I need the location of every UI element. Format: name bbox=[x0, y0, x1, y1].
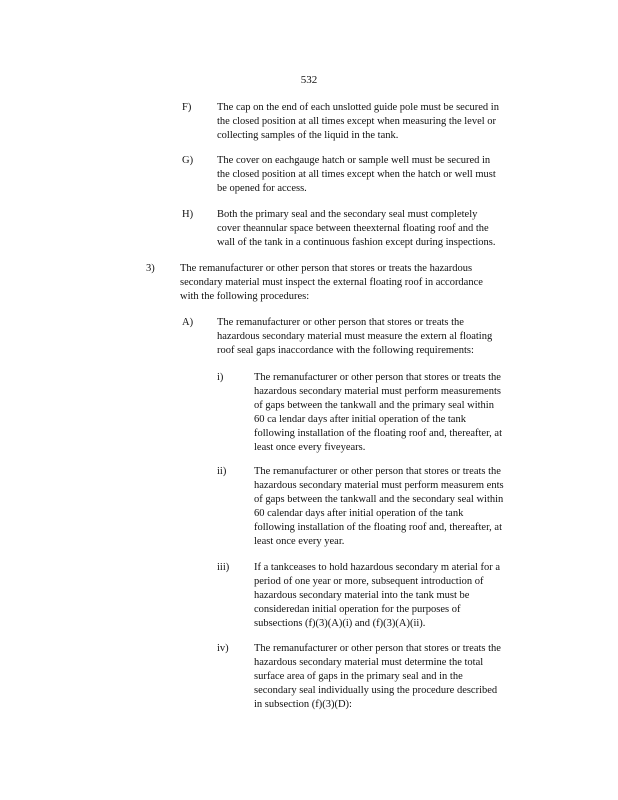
list-item-f bbox=[182, 101, 542, 145]
item-marker: 3) bbox=[146, 263, 155, 274]
item-text bbox=[217, 208, 538, 250]
text-line: following installation of the floating roof and, thereafter, at bbox=[254, 428, 503, 439]
text-line: The remanufacturer or other person that stores or treats the bbox=[254, 466, 501, 477]
list-item-3 bbox=[146, 262, 526, 306]
list-item-iii bbox=[217, 561, 547, 633]
text-line: The remanufacturer or other person that stores or treats the hazardous bbox=[180, 263, 473, 274]
item-marker: ii) bbox=[217, 466, 227, 477]
list-item-ii bbox=[217, 465, 547, 551]
item-text bbox=[180, 262, 520, 304]
text-line: roof seal gaps inaccordance with the following requirements: bbox=[217, 345, 474, 356]
text-line: of gaps between the tankwall and the primary seal within bbox=[254, 400, 494, 411]
list-item-h bbox=[182, 208, 542, 252]
text-line: secondary material must inspect the external floating roof in accordance bbox=[180, 277, 483, 288]
text-line: hazardous secondary material must measure the extern al floating bbox=[217, 331, 493, 342]
item-text bbox=[217, 154, 538, 196]
item-text bbox=[217, 316, 522, 358]
text-line: following installation of the floating roof and, thereafter, at bbox=[254, 522, 503, 533]
item-marker: F) bbox=[182, 102, 192, 113]
text-line: The cap on the end of each unslotted guide pole must be secured in bbox=[217, 102, 499, 113]
text-line: The cover on eachgauge hatch or sample well must be secured in bbox=[217, 155, 491, 166]
text-line: subsections (f)(3)(A)(i) and (f)(3)(A)(ii). bbox=[254, 618, 426, 629]
list-item-g bbox=[182, 154, 542, 198]
page-number: 532 bbox=[300, 74, 318, 86]
text-line: period of one year or more, subsequent introduction of bbox=[254, 576, 484, 587]
list-item-iv bbox=[217, 642, 547, 714]
text-line: with the following procedures: bbox=[180, 291, 310, 302]
text-line: 60 ca lendar days after initial operation of the tank bbox=[254, 414, 466, 425]
item-marker: G) bbox=[182, 155, 194, 166]
item-text bbox=[254, 561, 544, 631]
text-line: in subsection (f)(3)(D): bbox=[254, 699, 352, 710]
text-line: surface area of gaps in the primary seal and in the bbox=[254, 671, 463, 682]
text-line: the closed position at all times except when the hatch or well must bbox=[217, 169, 496, 180]
item-text bbox=[217, 101, 538, 143]
text-line: collecting samples of the liquid in the tank. bbox=[217, 130, 399, 141]
text-line: hazardous secondary material into the tank must be bbox=[254, 590, 470, 601]
item-text bbox=[254, 371, 544, 455]
item-text bbox=[254, 465, 544, 549]
text-line: of gaps between the tankwall and the secondary seal within bbox=[254, 494, 504, 505]
item-marker: A) bbox=[182, 317, 194, 328]
text-line: The remanufacturer or other person that stores or treats the bbox=[254, 372, 501, 383]
text-line: The remanufacturer or other person that stores or treats the bbox=[254, 643, 501, 654]
text-line: hazardous secondary material must perform measurem ents bbox=[254, 480, 504, 491]
text-line: least once every fiveyears. bbox=[254, 442, 366, 453]
text-line: be opened for access. bbox=[217, 183, 307, 194]
item-marker: H) bbox=[182, 209, 194, 220]
text-line: wall of the tank in a continuous fashion except during inspections. bbox=[217, 237, 496, 248]
text-line: the closed position at all times except when measuring the level or bbox=[217, 116, 497, 127]
text-line: Both the primary seal and the secondary seal must completely bbox=[217, 209, 478, 220]
item-marker: iv) bbox=[217, 643, 229, 654]
text-line: The remanufacturer or other person that stores or treats the bbox=[217, 317, 464, 328]
list-item-a bbox=[182, 316, 527, 360]
item-marker: iii) bbox=[217, 562, 230, 573]
text-line: cover theannular space between theexternal floating roof and the bbox=[217, 223, 489, 234]
text-line: hazardous secondary material must determine the total bbox=[254, 657, 484, 668]
text-line: If a tankceases to hold hazardous secondary m aterial for a bbox=[254, 562, 501, 573]
text-line: hazardous secondary material must perform measurements bbox=[254, 386, 501, 397]
text-line: secondary seal individually using the procedure described bbox=[254, 685, 498, 696]
item-marker: i) bbox=[217, 372, 224, 383]
item-text bbox=[254, 642, 544, 712]
list-item-i bbox=[217, 371, 547, 457]
text-line: consideredan initial operation for the purposes of bbox=[254, 604, 461, 615]
text-line: least once every year. bbox=[254, 536, 345, 547]
text-line: 60 calendar days after initial operation of the tank bbox=[254, 508, 464, 519]
